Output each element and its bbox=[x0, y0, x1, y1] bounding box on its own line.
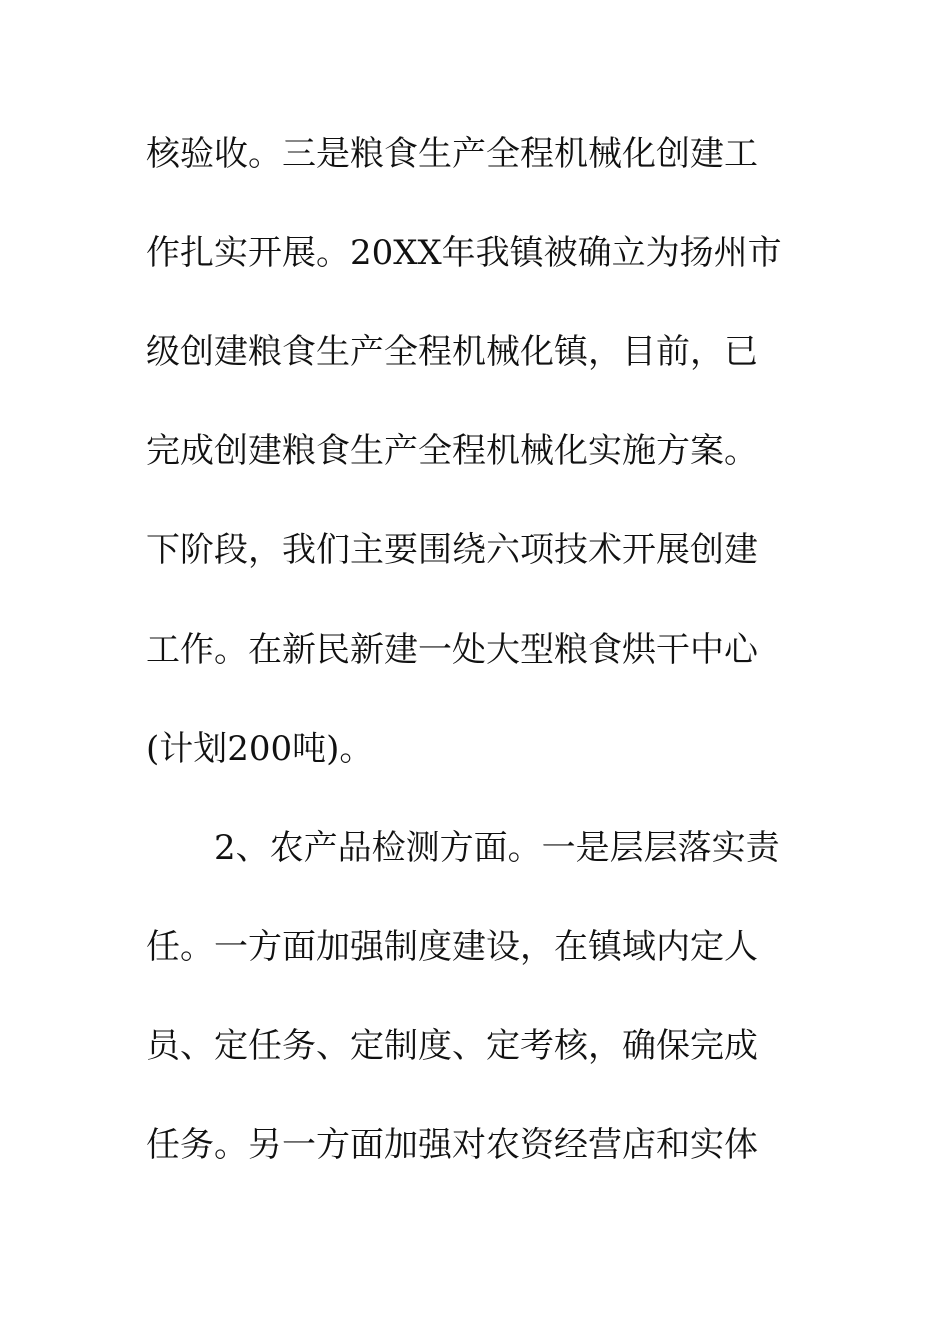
text-line: 作扎实开展。20XX年我镇被确立为扬州市 bbox=[146, 233, 782, 273]
text-line: 下阶段，我们主要围绕六项技术开展创建 bbox=[146, 530, 758, 570]
text-line: 级创建粮食生产全程机械化镇，目前，已 bbox=[146, 332, 758, 372]
text-line: 工作。在新民新建一处大型粮食烘干中心 bbox=[146, 630, 758, 670]
paragraph-start-line: 2、农产品检测方面。一是层层落实责 bbox=[214, 828, 780, 868]
text-line: 完成创建粮食生产全程机械化实施方案。 bbox=[146, 431, 758, 471]
text-line: 员、定任务、定制度、定考核，确保完成 bbox=[146, 1026, 758, 1066]
text-line: (计划200吨)。 bbox=[146, 729, 374, 769]
text-line: 核验收。三是粮食生产全程机械化创建工 bbox=[146, 134, 758, 174]
text-line: 任。一方面加强制度建设，在镇域内定人 bbox=[146, 927, 758, 967]
text-line: 任务。另一方面加强对农资经营店和实体 bbox=[146, 1125, 758, 1165]
